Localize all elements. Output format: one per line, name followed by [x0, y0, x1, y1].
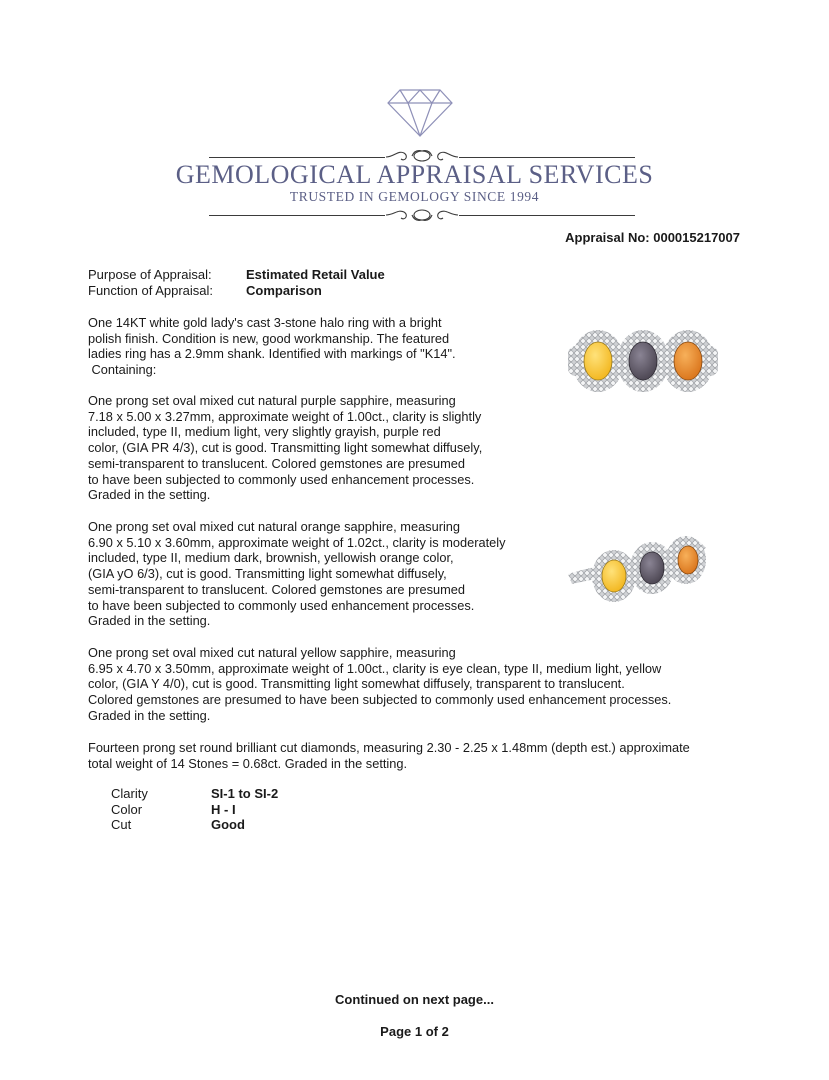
logo-tagline: TRUSTED IN GEMOLOGY SINCE 1994 — [289, 189, 540, 204]
function-label: Function of Appraisal: — [88, 283, 214, 298]
grade-value: Good — [211, 817, 245, 832]
top-rule-right — [459, 157, 635, 158]
orange-sapphire — [674, 342, 702, 380]
purpose-row — [88, 267, 385, 283]
continued-note: Continued on next page... — [335, 992, 494, 1007]
text-line: Graded in the setting. — [88, 613, 211, 629]
text-line: color, (GIA Y 4/0), cut is good. Transmitting light somewhat diffusely, transparent to translucent. — [88, 676, 625, 692]
text-line: included, type II, medium light, very slightly grayish, purple red — [88, 424, 441, 440]
yellow-sapphire — [602, 560, 626, 592]
top-rule-left — [209, 157, 385, 158]
yellow-sapphire — [584, 342, 612, 380]
text-line: color, (GIA PR 4/3), cut is good. Transmitting light somewhat diffusely, — [88, 440, 483, 456]
function-row — [88, 283, 385, 299]
appraisal-number: Appraisal No: 000015217007 — [565, 230, 740, 245]
purpose-value: Estimated Retail Value — [246, 267, 385, 282]
text-line: to have been subjected to commonly used enhancement processes. — [88, 471, 475, 487]
orange-sapphire-paragraph — [88, 519, 506, 629]
text-line: One prong set oval mixed cut natural orange sapphire, measuring — [88, 519, 461, 534]
purpose-label: Purpose of Appraisal: — [88, 267, 212, 282]
grade-label: Color — [111, 801, 143, 817]
text-line: Graded in the setting. — [88, 487, 211, 503]
text-line: One prong set oval mixed cut natural yellow sapphire, measuring — [88, 645, 456, 660]
text-line: included, type II, medium dark, brownish, yellowish orange color, — [88, 550, 454, 566]
diamonds-paragraph — [88, 740, 690, 771]
purple-sapphire — [629, 342, 657, 380]
bottom-rule-left — [209, 215, 385, 216]
function-value: Comparison — [246, 283, 322, 298]
orange-sapphire — [678, 546, 698, 574]
text-line: semi-transparent to translucent. Colored gemstones are presumed — [88, 455, 465, 471]
text-line: Colored gemstones are presumed to have been subjected to commonly used enhancement processes. — [88, 692, 672, 708]
text-line: to have been subjected to commonly used enhancement processes. — [88, 597, 475, 613]
ring-photo-angled — [566, 528, 716, 608]
text-line: (GIA yO 6/3), cut is good. Transmitting light somewhat diffusely, — [88, 566, 447, 582]
text-line: semi-transparent to translucent. Colored gemstones are presumed — [88, 581, 465, 597]
grade-row — [111, 817, 278, 833]
text-line: Graded in the setting. — [88, 707, 211, 723]
text-line: 7.18 x 5.00 x 3.27mm, approximate weight of 1.00ct., clarity is slightly — [88, 408, 482, 424]
diamond-logo-icon — [386, 88, 454, 138]
page-number: Page 1 of 2 — [380, 1024, 449, 1039]
purple-sapphire — [640, 552, 664, 584]
text-line: total weight of 14 Stones = 0.68ct. Graded in the setting. — [88, 755, 408, 771]
grade-label: Clarity — [111, 786, 148, 801]
text-line: One 14KT white gold lady's cast 3-stone halo ring with a bright — [88, 315, 442, 330]
purple-sapphire-paragraph — [88, 393, 482, 503]
text-line: 6.95 x 4.70 x 3.50mm, approximate weight of 1.00ct., clarity is eye clean, type II, medium light, yellow — [88, 660, 662, 676]
diamond-grades — [111, 786, 278, 833]
bottom-rule-right — [459, 215, 635, 216]
text-line: ladies ring has a 2.9mm shank. Identified with markings of "K14". — [88, 346, 456, 362]
text-line: polish finish. Condition is new, good workmanship. The featured — [88, 330, 450, 346]
appraisal-logo — [0, 88, 829, 228]
grade-row — [111, 786, 278, 802]
yellow-sapphire-paragraph — [88, 645, 671, 724]
text-line: Fourteen prong set round brilliant cut diamonds, measuring 2.30 - 2.25 x 1.48mm (depth est.) approximate — [88, 740, 690, 755]
logo-title: GEMOLOGICAL APPRAISAL SERVICES — [175, 160, 654, 189]
grade-row — [111, 802, 278, 818]
text-line: One prong set oval mixed cut natural purple sapphire, measuring — [88, 393, 456, 408]
flourish-ornament-icon — [384, 205, 460, 225]
appraisal-meta — [88, 267, 385, 299]
ring-photo-top — [568, 320, 718, 402]
text-line: 6.90 x 5.10 x 3.60mm, approximate weight of 1.02ct., clarity is moderately — [88, 534, 506, 550]
grade-value: SI-1 to SI-2 — [211, 786, 279, 801]
grade-value: H - I — [211, 801, 236, 817]
text-line: Containing: — [88, 362, 157, 378]
grade-label: Cut — [111, 817, 132, 832]
intro-paragraph — [88, 315, 456, 378]
